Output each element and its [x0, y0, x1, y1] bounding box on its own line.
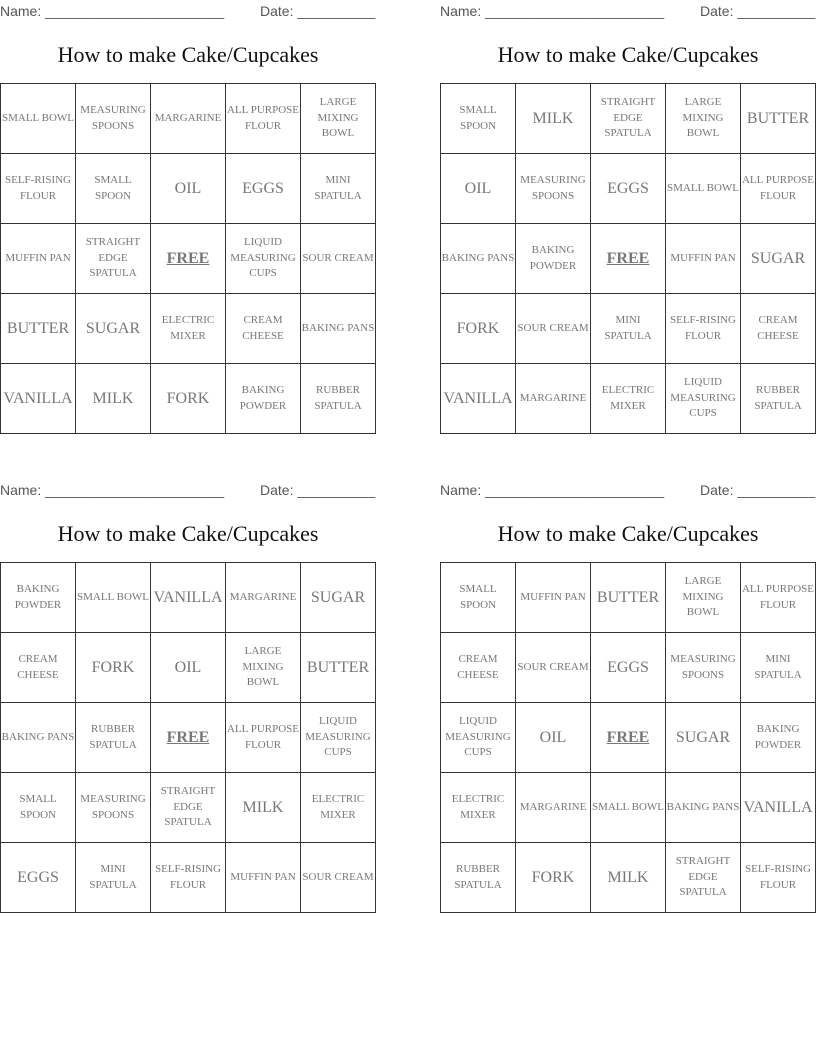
bingo-cell: FORK	[441, 294, 516, 364]
grid-row	[441, 633, 816, 703]
bingo-cell: VANILLA	[741, 773, 816, 843]
free-space: FREE	[151, 703, 226, 773]
bingo-cell: SELF-RISING FLOUR	[741, 843, 816, 913]
name-date-row	[440, 0, 816, 22]
bingo-card-2	[440, 0, 816, 434]
bingo-cell: VANILLA	[441, 364, 516, 434]
name-field: Name: _______________________	[0, 3, 225, 19]
bingo-cell: BAKING POWDER	[226, 364, 301, 434]
bingo-cell: OIL	[516, 703, 591, 773]
bingo-cell: FORK	[516, 843, 591, 913]
bingo-cell: STRAIGHT EDGE SPATULA	[151, 773, 226, 843]
bingo-grid	[440, 83, 816, 434]
grid-row	[1, 294, 376, 364]
bingo-card-4	[440, 479, 816, 913]
bingo-cell: SOUR CREAM	[301, 224, 376, 294]
bingo-cell: SELF-RISING FLOUR	[666, 294, 741, 364]
bingo-cell: MILK	[516, 84, 591, 154]
bingo-cell: LARGE MIXING BOWL	[666, 563, 741, 633]
bingo-cell: SMALL BOWL	[76, 563, 151, 633]
card-title: How to make Cake/Cupcakes	[497, 521, 759, 546]
bingo-cell: STRAIGHT EDGE SPATULA	[76, 224, 151, 294]
bingo-cell: MEASURING SPOONS	[516, 154, 591, 224]
bingo-cell: MINI SPATULA	[301, 154, 376, 224]
grid-row	[1, 703, 376, 773]
bingo-cell: STRAIGHT EDGE SPATULA	[591, 84, 666, 154]
bingo-cell: ALL PURPOSE FLOUR	[741, 154, 816, 224]
bingo-cell: MEASURING SPOONS	[666, 633, 741, 703]
bingo-cell: CREAM CHEESE	[1, 633, 76, 703]
bingo-cell: SOUR CREAM	[516, 294, 591, 364]
bingo-cell: RUBBER SPATULA	[76, 703, 151, 773]
bingo-cell: LIQUID MEASURING CUPS	[441, 703, 516, 773]
bingo-cell: BUTTER	[741, 84, 816, 154]
bingo-cell: SOUR CREAM	[301, 843, 376, 913]
bingo-cell: OIL	[441, 154, 516, 224]
bingo-cell: ALL PURPOSE FLOUR	[226, 84, 301, 154]
bingo-cell: OIL	[151, 154, 226, 224]
bingo-cell: ELECTRIC MIXER	[591, 364, 666, 434]
bingo-cell: MINI SPATULA	[591, 294, 666, 364]
bingo-cell: MUFFIN PAN	[516, 563, 591, 633]
bingo-cell: VANILLA	[151, 563, 226, 633]
bingo-cell: EGGS	[1, 843, 76, 913]
bingo-cell: ELECTRIC MIXER	[441, 773, 516, 843]
bingo-cell: BAKING POWDER	[516, 224, 591, 294]
card-title: How to make Cake/Cupcakes	[57, 42, 319, 67]
date-field: Date: __________	[700, 482, 816, 498]
name-date-row	[440, 479, 816, 501]
bingo-cell: ALL PURPOSE FLOUR	[741, 563, 816, 633]
bingo-cell: LIQUID MEASURING CUPS	[666, 364, 741, 434]
free-space: FREE	[591, 224, 666, 294]
grid-row	[1, 84, 376, 154]
bingo-cell: MARGARINE	[516, 364, 591, 434]
bingo-cell: RUBBER SPATULA	[441, 843, 516, 913]
grid-row	[441, 84, 816, 154]
bingo-cell: STRAIGHT EDGE SPATULA	[666, 843, 741, 913]
bingo-cell: SMALL SPOON	[441, 563, 516, 633]
grid-row	[441, 843, 816, 913]
bingo-cell: EGGS	[591, 154, 666, 224]
date-field: Date: __________	[260, 482, 376, 498]
bingo-grid	[0, 83, 376, 434]
bingo-cell: MILK	[76, 364, 151, 434]
bingo-cell: CREAM CHEESE	[741, 294, 816, 364]
grid-row	[1, 563, 376, 633]
bingo-cell: SELF-RISING FLOUR	[1, 154, 76, 224]
bingo-cell: MILK	[591, 843, 666, 913]
name-field: Name: _______________________	[0, 482, 225, 498]
card-title: How to make Cake/Cupcakes	[57, 521, 319, 546]
bingo-cell: LIQUID MEASURING CUPS	[226, 224, 301, 294]
bingo-cell: SMALL BOWL	[591, 773, 666, 843]
grid-row	[441, 224, 816, 294]
bingo-cell: BUTTER	[1, 294, 76, 364]
free-space: FREE	[591, 703, 666, 773]
bingo-cell: ALL PURPOSE FLOUR	[226, 703, 301, 773]
bingo-cell: SUGAR	[741, 224, 816, 294]
bingo-cell: MARGARINE	[516, 773, 591, 843]
bingo-cell: SMALL SPOON	[441, 84, 516, 154]
name-field: Name: _______________________	[440, 482, 665, 498]
bingo-cell: SOUR CREAM	[516, 633, 591, 703]
date-field: Date: __________	[700, 3, 816, 19]
bingo-cell: BAKING POWDER	[1, 563, 76, 633]
name-field: Name: _______________________	[440, 3, 665, 19]
bingo-grid	[440, 562, 816, 913]
bingo-cell: EGGS	[226, 154, 301, 224]
bingo-cell: VANILLA	[1, 364, 76, 434]
free-space: FREE	[151, 224, 226, 294]
bingo-cell: OIL	[151, 633, 226, 703]
grid-row	[441, 294, 816, 364]
bingo-cell: BUTTER	[301, 633, 376, 703]
bingo-cell: LARGE MIXING BOWL	[226, 633, 301, 703]
grid-row	[1, 843, 376, 913]
grid-row	[1, 154, 376, 224]
bingo-cell: MUFFIN PAN	[226, 843, 301, 913]
bingo-cell: SMALL BOWL	[666, 154, 741, 224]
bingo-cell: BAKING PANS	[1, 703, 76, 773]
bingo-cell: RUBBER SPATULA	[301, 364, 376, 434]
grid-row	[441, 364, 816, 434]
bingo-cell: BAKING PANS	[666, 773, 741, 843]
bingo-cell: LARGE MIXING BOWL	[301, 84, 376, 154]
bingo-cell: CREAM CHEESE	[441, 633, 516, 703]
bingo-cell: LIQUID MEASURING CUPS	[301, 703, 376, 773]
bingo-cell: ELECTRIC MIXER	[151, 294, 226, 364]
bingo-cell: BAKING PANS	[301, 294, 376, 364]
bingo-cell: MILK	[226, 773, 301, 843]
bingo-card-1	[0, 0, 376, 434]
bingo-cell: MUFFIN PAN	[1, 224, 76, 294]
card-title: How to make Cake/Cupcakes	[497, 42, 759, 67]
bingo-cell: SMALL SPOON	[1, 773, 76, 843]
bingo-cell: SELF-RISING FLOUR	[151, 843, 226, 913]
bingo-cell: MUFFIN PAN	[666, 224, 741, 294]
bingo-cell: BAKING PANS	[441, 224, 516, 294]
bingo-cell: BAKING POWDER	[741, 703, 816, 773]
name-date-row	[0, 0, 376, 22]
grid-row	[441, 563, 816, 633]
bingo-cell: BUTTER	[591, 563, 666, 633]
grid-row	[441, 773, 816, 843]
bingo-cell: SUGAR	[76, 294, 151, 364]
bingo-cell: RUBBER SPATULA	[741, 364, 816, 434]
bingo-cell: SMALL SPOON	[76, 154, 151, 224]
bingo-card-3	[0, 479, 376, 913]
bingo-cell: FORK	[151, 364, 226, 434]
grid-row	[1, 773, 376, 843]
bingo-cell: CREAM CHEESE	[226, 294, 301, 364]
bingo-cell: SUGAR	[666, 703, 741, 773]
date-field: Date: __________	[260, 3, 376, 19]
name-date-row	[0, 479, 376, 501]
bingo-cell: MEASURING SPOONS	[76, 84, 151, 154]
bingo-cell: SMALL BOWL	[1, 84, 76, 154]
bingo-cell: MARGARINE	[226, 563, 301, 633]
bingo-cell: EGGS	[591, 633, 666, 703]
bingo-cell: MINI SPATULA	[741, 633, 816, 703]
bingo-cell: SUGAR	[301, 563, 376, 633]
bingo-cell: FORK	[76, 633, 151, 703]
grid-row	[1, 224, 376, 294]
bingo-cell: MARGARINE	[151, 84, 226, 154]
grid-row	[441, 703, 816, 773]
grid-row	[1, 633, 376, 703]
grid-row	[441, 154, 816, 224]
bingo-cell: LARGE MIXING BOWL	[666, 84, 741, 154]
bingo-grid	[0, 562, 376, 913]
bingo-cell: MEASURING SPOONS	[76, 773, 151, 843]
grid-row	[1, 364, 376, 434]
bingo-cell: MINI SPATULA	[76, 843, 151, 913]
bingo-cell: ELECTRIC MIXER	[301, 773, 376, 843]
